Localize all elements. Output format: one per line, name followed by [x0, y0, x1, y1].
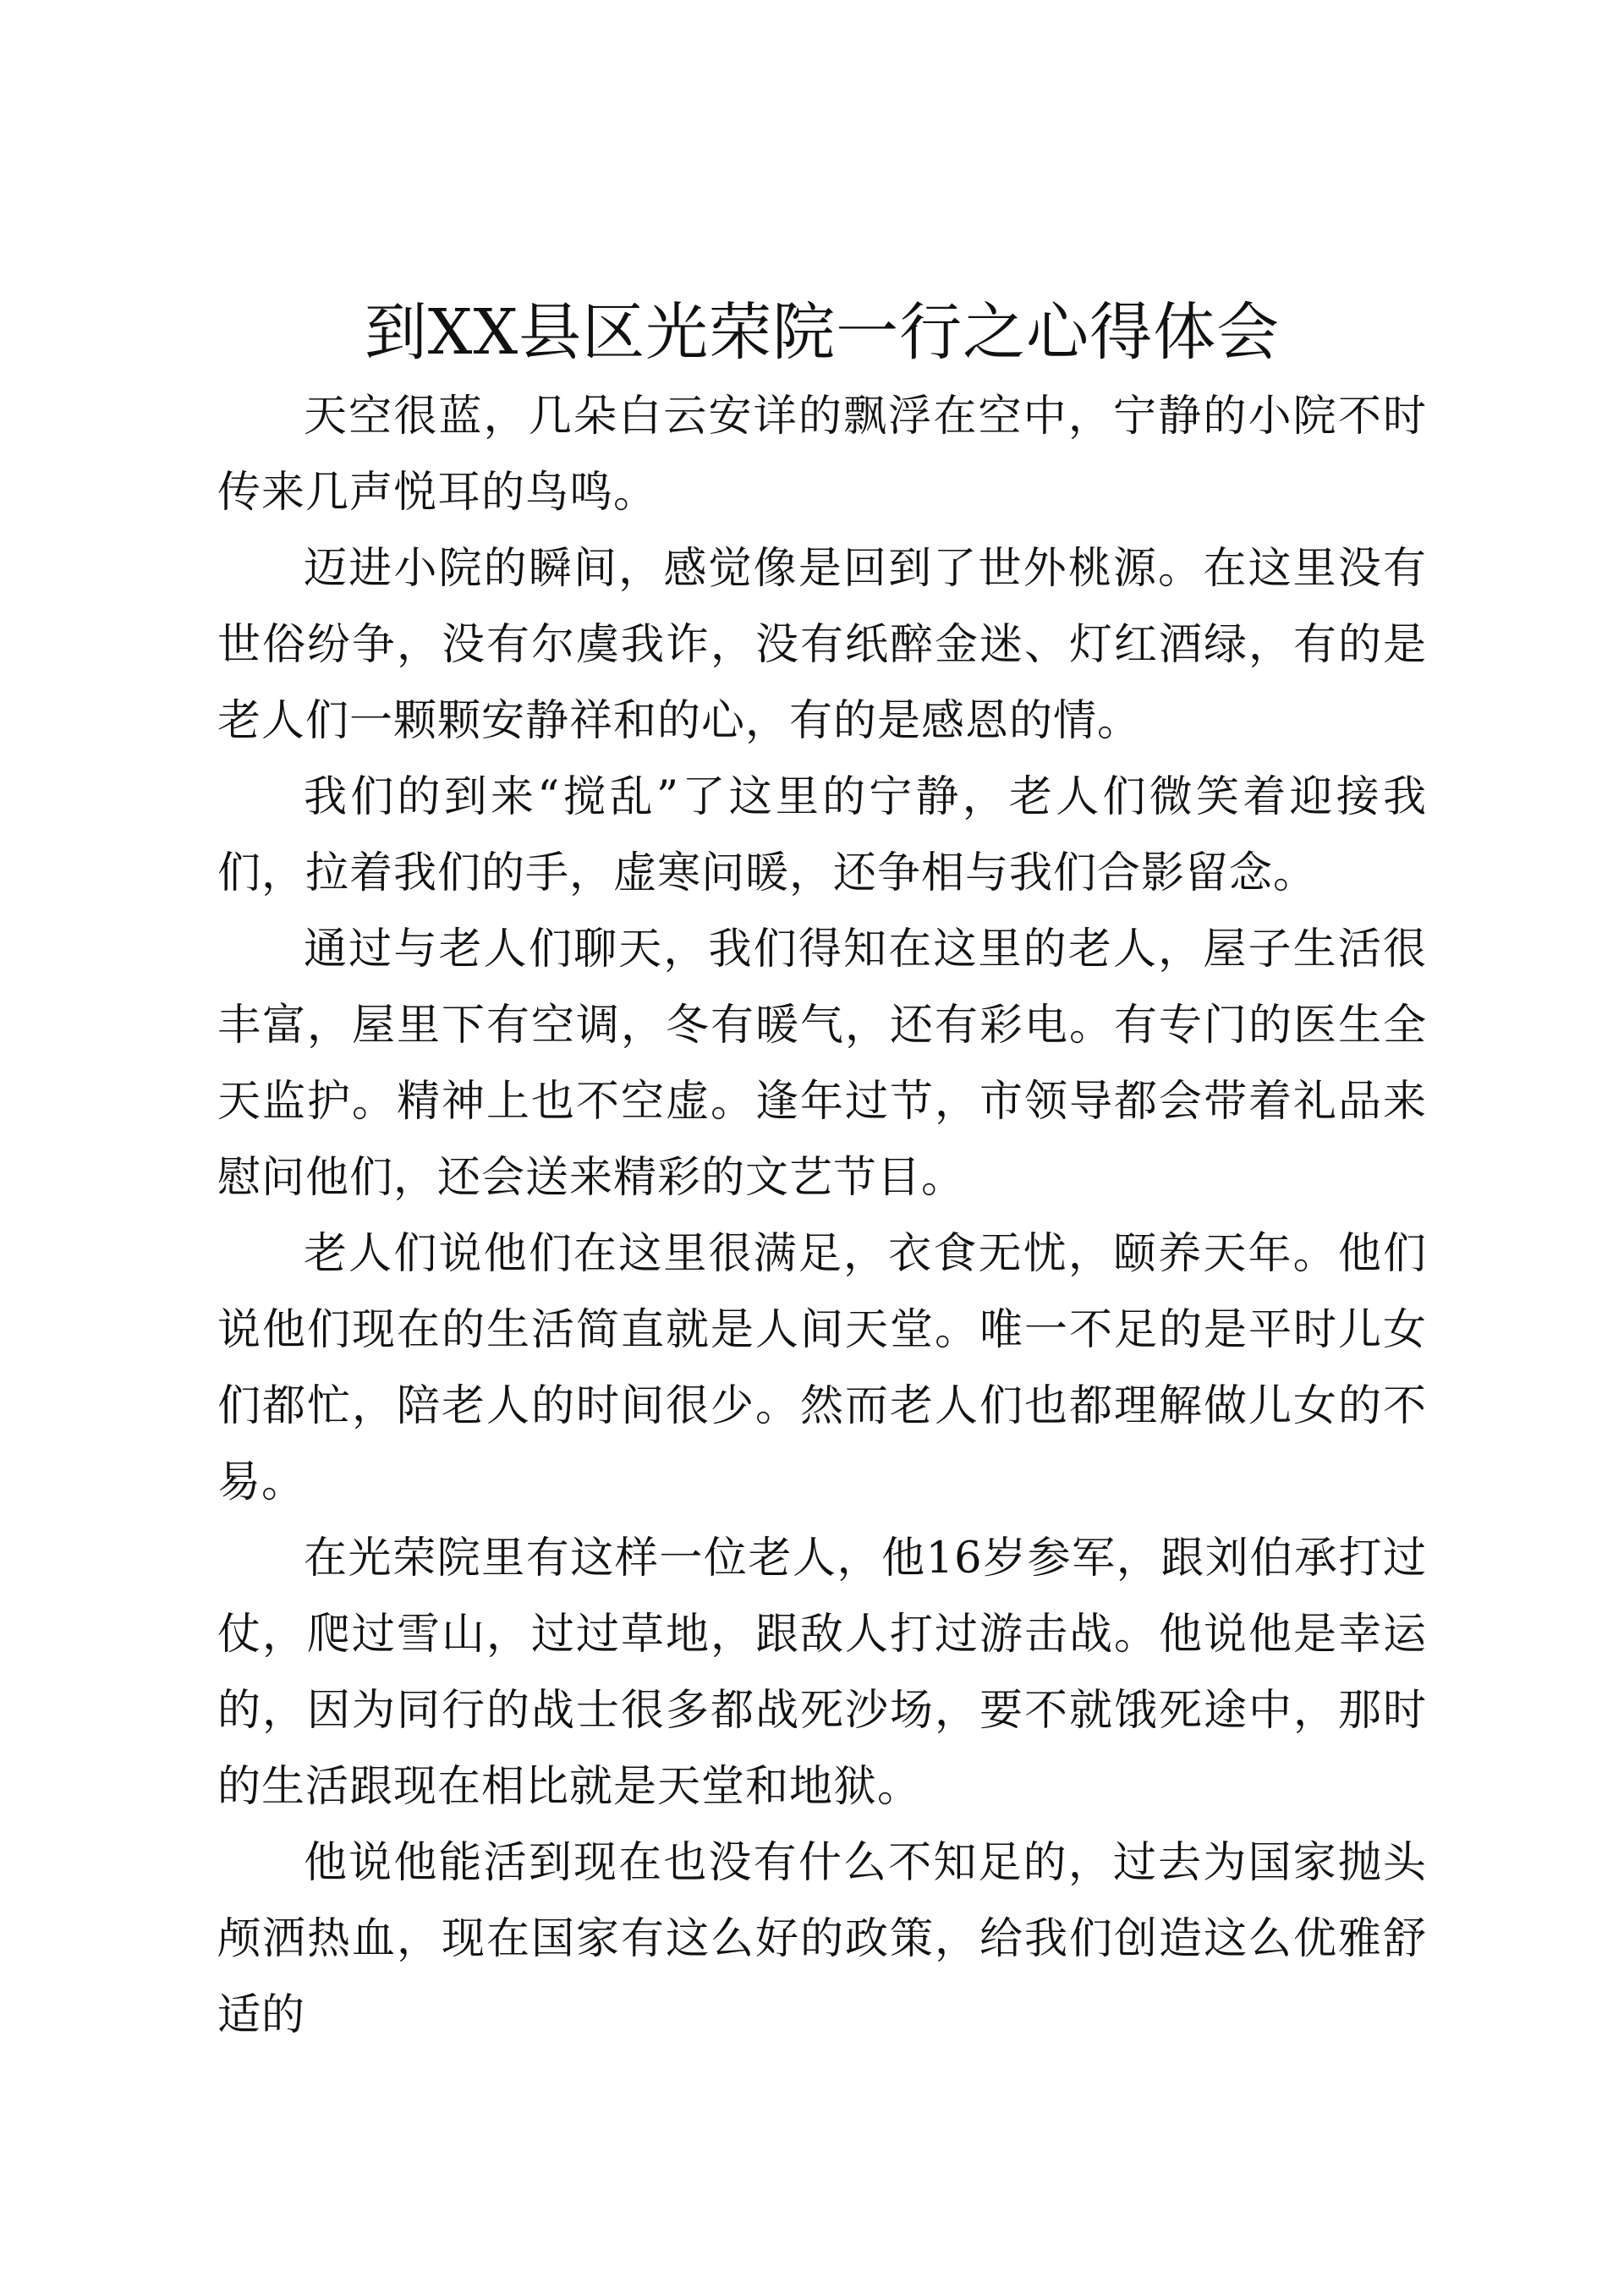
- paragraph-4: 通过与老人们聊天，我们得知在这里的老人，屋子生活很丰富，屋里下有空调，冬有暖气，还有彩电。有专门的医生全天监护。精神上也不空虚。逢年过节，市领导都会带着礼品来慰问他们，还会送来精彩的文艺节目。: [217, 925, 1427, 1203]
- paragraph-7: 他说他能活到现在也没有什么不知足的，过去为国家抛头颅洒热血，现在国家有这么好的政策，给我们创造这么优雅舒适的: [217, 1838, 1427, 2040]
- document-title: 到XX县区光荣院一行之心得体会: [364, 296, 1281, 369]
- document-body: [217, 286, 1427, 2054]
- paragraph-5: 老人们说他们在这里很满足，衣食无忧，颐养天年。他们说他们现在的生活简直就是人间天堂。唯一不足的是平时儿女们都忙，陪老人的时间很少。然而老人们也都理解做儿女的不易。: [217, 1229, 1427, 1507]
- paragraph-1: 天空很蓝，几朵白云安详的飘浮在空中，宁静的小院不时传来几声悦耳的鸟鸣。: [217, 392, 1427, 518]
- paragraph-2: 迈进小院的瞬间，感觉像是回到了世外桃源。在这里没有世俗纷争，没有尔虞我诈，没有纸醉金迷、灯红酒绿，有的是老人们一颗颗安静祥和的心，有的是感恩的情。: [217, 544, 1427, 746]
- paragraph-6: 在光荣院里有这样一位老人，他16岁参军，跟刘伯承打过仗，爬过雪山，过过草地，跟敌人打过游击战。他说他是幸运的，因为同行的战士很多都战死沙场，要不就饿死途中，那时的生活跟现在相比就是天堂和地狱。: [217, 1534, 1427, 1812]
- paragraph-3: 我们的到来“搅乱”了这里的宁静，老人们微笑着迎接我们，拉着我们的手，虚寒问暖，还争相与我们合影留念。: [217, 772, 1427, 898]
